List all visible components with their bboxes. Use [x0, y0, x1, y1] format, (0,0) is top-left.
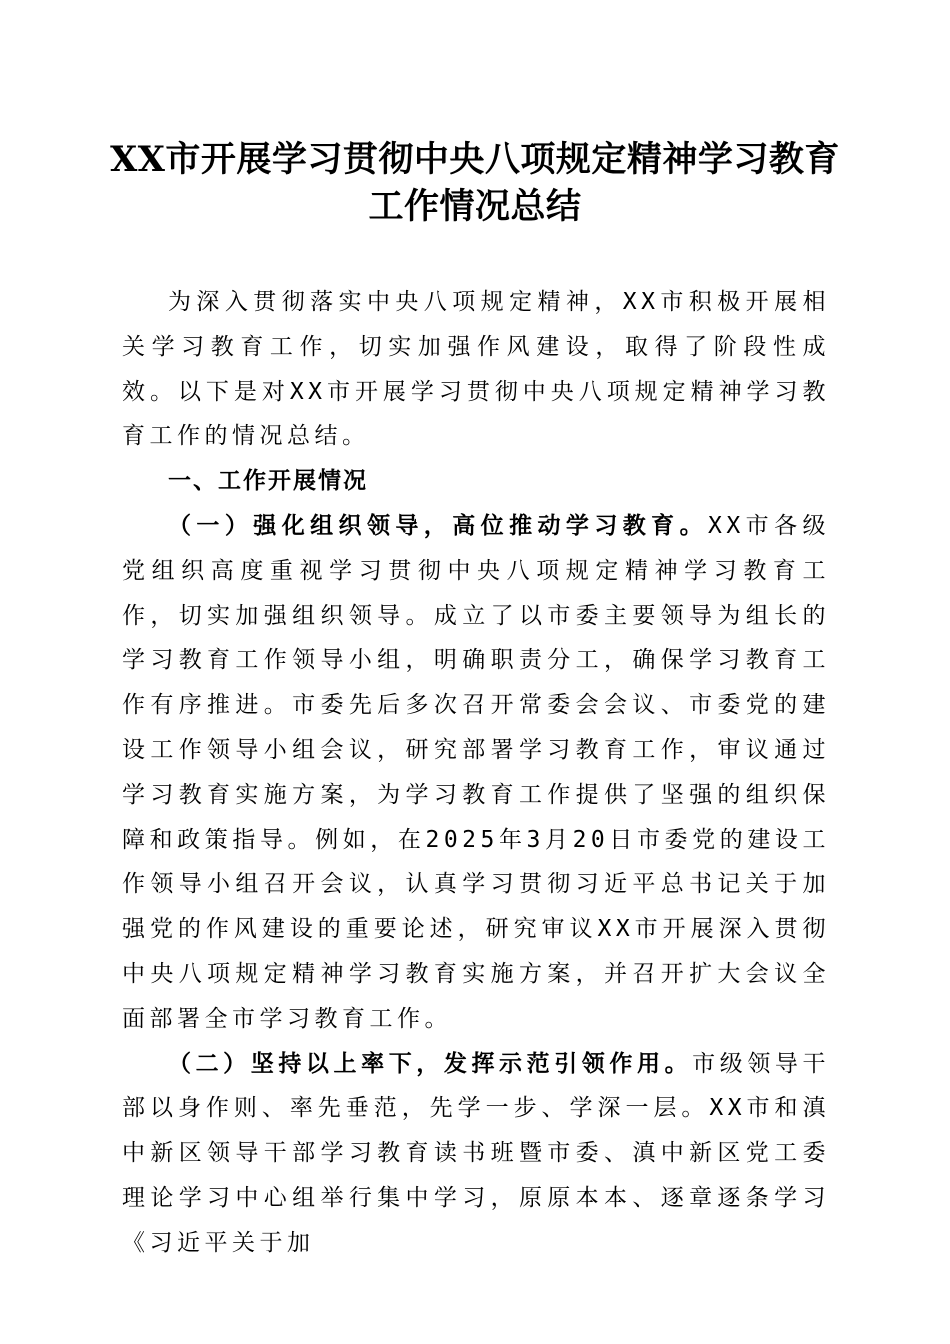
- item-2-lead: （二）坚持以上率下，发挥示范引领作用。: [168, 1050, 693, 1077]
- item-1-paragraph: [122, 504, 830, 1042]
- document-title: XX市开展学习贯彻中央八项规定精神学习教育工作情况总结: [110, 139, 840, 227]
- section-heading: 一、工作开展情况: [168, 468, 368, 495]
- document-body: [122, 280, 830, 1266]
- item-2-body: 市级领导干部以身作则、率先垂范，先学一步、学深一层。XX市和滇中新区领导干部学习教育读书班暨市委、滇中新区党工委理论学习中心组举行集中学习，原原本本、逐章逐条学习《习近平关于加: [122, 1050, 831, 1256]
- item-1-body: XX市各级党组织高度重视学习贯彻中央八项规定精神学习教育工作，切实加强组织领导。成立了以市委主要领导为组长的学习教育工作领导小组，明确职责分工，确保学习教育工作有序推进。市委先后多次召开常委会会议、市委党的建设工作领导小组会议，研究部署学习教育工作，审议通过学习教育实施方案，为学习教育工作提供了坚强的组织保障和政策指导。例如，在2025年3月20日市委党的建设工作领导小组召开会议，认真学习贯彻习近平总书记关于加强党的作风建设的重要论述，研究审议XX市开展深入贯彻中央八项规定精神学习教育实施方案，并召开扩大会议全面部署全市学习教育工作。: [122, 512, 830, 1032]
- item-2-paragraph: [122, 1042, 830, 1266]
- intro-paragraph: 为深入贯彻落实中央八项规定精神，XX市积极开展相关学习教育工作，切实加强作风建设，取得了阶段性成效。以下是对XX市开展学习贯彻中央八项规定精神学习教育工作的情况总结。: [122, 289, 830, 450]
- item-1-lead: （一）强化组织领导，高位推动学习教育。: [168, 512, 709, 539]
